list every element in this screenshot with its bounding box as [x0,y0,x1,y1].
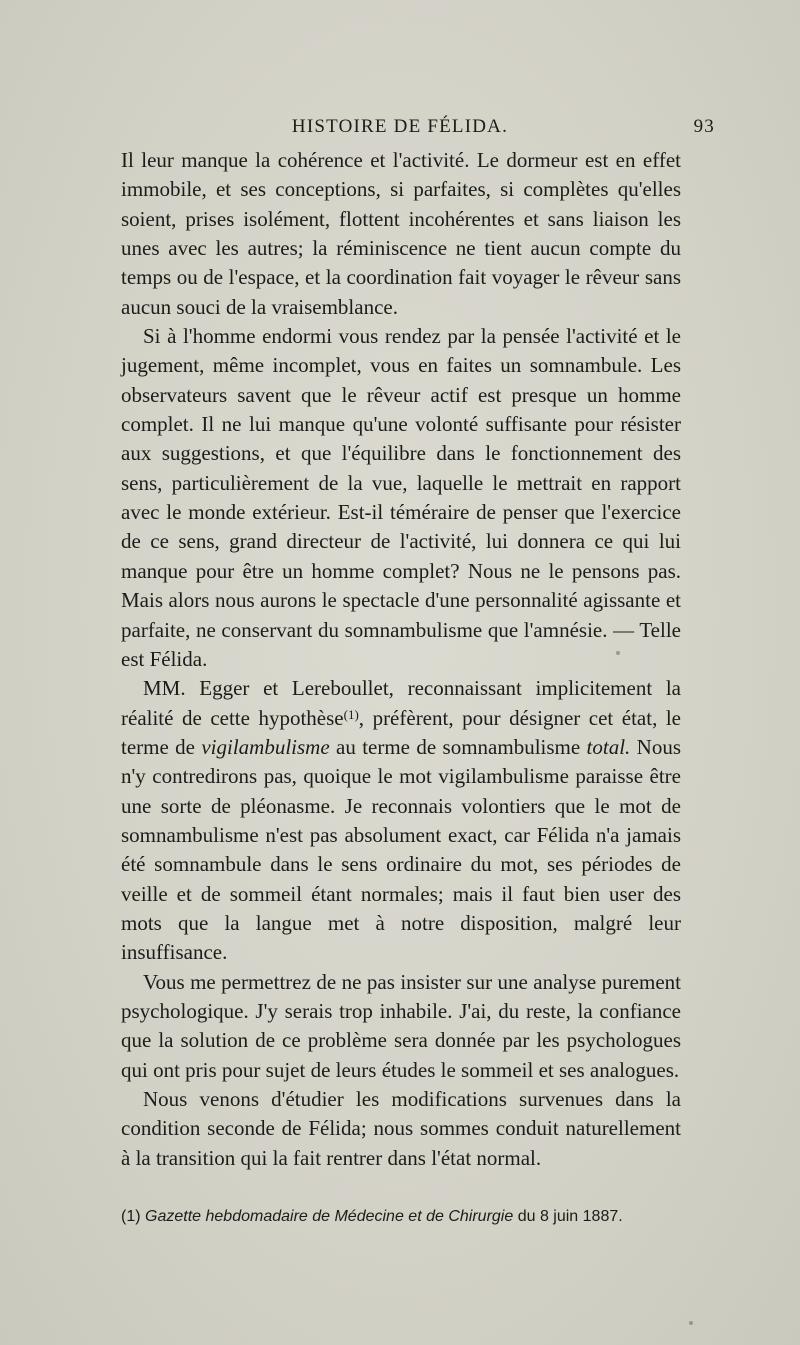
paragraph-3-text-a: MM. Egger et Lereboullet, reconnaissant implicitement la réalité de cette hypothèse [121,676,681,730]
paragraph-5: Nous venons d'étudier les modifications survenues dans la condition seconde de Félida; nous sommes conduit naturellement à la transition qui la fait rentrer dans l'état normal. [121,1087,681,1170]
term-vigilambulisme: vigilambulisme [201,734,330,759]
body-text [121,146,681,1173]
footnote-date: du 8 juin 1887. [517,1208,623,1225]
paragraph-3-text-b: , préfèrent, pour désigner cet état, le terme de [121,705,682,759]
paragraph-3-text-c: au terme de somnambulisme [329,734,587,759]
page-number: 93 [693,116,715,137]
footnote-reference: (1) [343,706,359,722]
running-title: HISTOIRE DE FÉLIDA. [291,116,509,137]
paper-speck [689,1321,693,1325]
paper-speck [616,651,620,655]
paragraph-4: Vous me permettrez de ne pas insister sur une analyse purement psychologique. J'y serais trop inhabile. J'ai, du reste, la confiance que la solution de ce problème sera donnée par les psychologues qui ont pris pour sujet de leurs études le sommeil et ses analogues. [121,969,681,1082]
paragraph-1: Il leur manque la cohérence et l'activité. Le dormeur est en effet immobile, et ses conceptions, si parfaites, si complètes qu'elles soient, prises isolément, flottent incohérentes et sans liaison les unes avec les autres; la réminiscence ne tient aucun compte du temps ou de l'espace, et la coordination fait voyager le rêveur sans aucun souci de la vraisemblance. [121,148,681,319]
paragraph-3-text-d: Nous n'y contredirons pas, quoique le mot vigilambulisme paraisse être une sorte de pléonasme. Je reconnais volontiers que le mot de somnambulisme n'est pas absolument exact, car Félida n'a jamais été somnambule dans le sens ordinaire du mot, ses périodes de veille et de sommeil étant normales; mais il faut bien user des mots que la langue met à notre disposition, malgré leur insuffisance. [121,734,682,965]
term-total: total. [586,734,631,759]
footnote-marker: (1) [121,1208,141,1225]
paragraph-2: Si à l'homme endormi vous rendez par la pensée l'activité et le jugement, même incomplet, vous en faites un somnambule. Les observateurs savent que le rêveur actif est presque un homme complet. Il ne lui manque qu'une volonté suffisante pour résister aux suggestions, et que l'équilibre dans le fonctionnement des sens, particulièrement de la vue, laquelle le mettrait en rapport avec le monde extérieur. Est-il téméraire de penser que l'exercice de ce sens, grand directeur de l'activité, lui donnera ce qui lui manque pour être un homme complet? Nous ne le pensons pas. Mais alors nous aurons le spectacle d'une personnalité agissante et parfaite, ne conservant du somnambulisme que l'amnésie. — Telle est Félida. [121,324,681,671]
paragraph-3 [121,674,681,967]
running-head [0,116,800,140]
footnote-journal-title: Gazette hebdomadaire de Médecine et de Chirurgie [145,1208,514,1225]
footnote [121,1207,681,1227]
